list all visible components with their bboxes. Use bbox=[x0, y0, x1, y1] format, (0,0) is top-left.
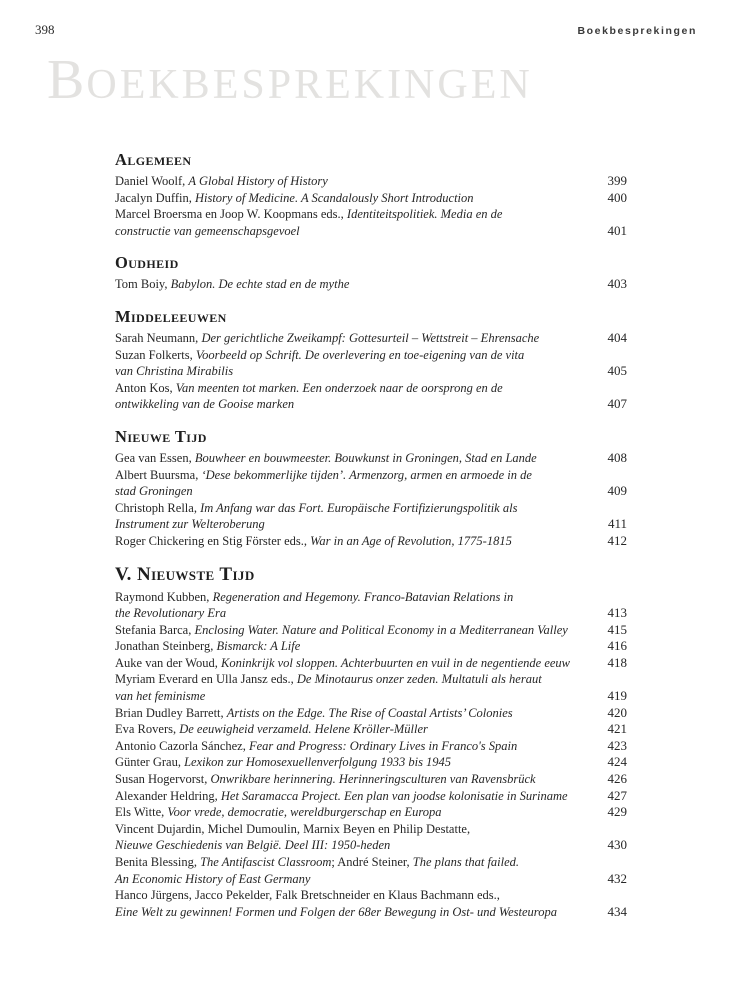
toc bbox=[115, 150, 627, 920]
section-heading: Middeleeuwen bbox=[115, 306, 227, 326]
folio-page-number: 398 bbox=[35, 22, 55, 37]
entry-text: Sarah Neumann, Der gerichtliche Zweikampf: Gottesurteil – Wettstreit – Ehrensache bbox=[115, 330, 540, 345]
toc-section bbox=[115, 150, 627, 239]
entry-page: 409 bbox=[607, 483, 627, 499]
toc-entry bbox=[115, 804, 627, 821]
toc-entry bbox=[115, 638, 627, 655]
section-heading: Oudheid bbox=[115, 253, 179, 273]
toc-entry bbox=[115, 887, 627, 920]
entry-page: 427 bbox=[607, 787, 627, 803]
entry-text: Stefania Barca, Enclosing Water. Nature and Political Economy in a Mediterranean Valley bbox=[115, 622, 568, 637]
toc-entry bbox=[115, 671, 627, 704]
entry-text: Els Witte, Voor vrede, democratie, wereldburgerschap en Europa bbox=[115, 805, 442, 820]
entry-page: 412 bbox=[607, 532, 627, 548]
toc-entry bbox=[115, 622, 627, 639]
entry-page: 408 bbox=[607, 449, 627, 465]
entry-text: Tom Boiy, Babylon. De echte stad en de mythe bbox=[115, 277, 350, 292]
toc-entry bbox=[115, 533, 627, 550]
entry-text: Brian Dudley Barrett, Artists on the Edge. The Rise of Coastal Artists’ Colonies bbox=[115, 705, 513, 720]
toc-entry bbox=[115, 190, 627, 207]
entry-text: Myriam Everard en Ulla Jansz eds., De Minotaurus onzer zeden. Multatuli als heraut van het feminisme bbox=[115, 672, 542, 704]
entry-page: 430 bbox=[607, 837, 627, 853]
entry-page: 420 bbox=[607, 704, 627, 720]
entry-text: Günter Grau, Lexikon zur Homosexuellenverfolgung 1933 bis 1945 bbox=[115, 755, 452, 770]
toc-entry bbox=[115, 771, 627, 788]
toc-entry bbox=[115, 173, 627, 190]
entry-text: Raymond Kubben, Regeneration and Hegemony. Franco-Batavian Relations in the Revolutionary Era bbox=[115, 589, 514, 621]
entry-text: Jacalyn Duffin, History of Medicine. A Scandalously Short Introduction bbox=[115, 190, 474, 205]
entry-text: Antonio Cazorla Sánchez, Fear and Progress: Ordinary Lives in Franco's Spain bbox=[115, 738, 518, 753]
entry-text: Roger Chickering en Stig Förster eds., War in an Age of Revolution, 1775-1815 bbox=[115, 533, 512, 548]
toc-entry bbox=[115, 721, 627, 738]
toc-entry bbox=[115, 347, 627, 380]
entry-text: Gea van Essen, Bouwheer en bouwmeester. Bouwkunst in Groningen, Stad en Lande bbox=[115, 450, 537, 465]
toc-entry bbox=[115, 467, 627, 500]
toc-entry bbox=[115, 854, 627, 887]
toc-entry bbox=[115, 330, 627, 347]
entry-text: Jonathan Steinberg, Bismarck: A Life bbox=[115, 639, 301, 654]
toc-entry bbox=[115, 821, 627, 854]
running-title: Boekbesprekingen bbox=[577, 25, 697, 37]
running-head bbox=[35, 22, 697, 38]
entry-page: 403 bbox=[607, 276, 627, 292]
entry-page: 407 bbox=[607, 396, 627, 412]
toc-section bbox=[115, 253, 627, 293]
toc-entry bbox=[115, 589, 627, 622]
entry-text: Daniel Woolf, A Global History of History bbox=[115, 174, 328, 188]
entry-text: Marcel Broersma en Joop W. Koopmans eds., Identiteitspolitiek. Media en de constructie van gemeenschapsgevoel bbox=[115, 207, 503, 238]
entry-page: 413 bbox=[607, 605, 627, 621]
entry-text: Albert Buursma, ‘Dese bekommerlijke tijden’. Armenzorg, armen en armoede in de stad Groningen bbox=[115, 467, 532, 499]
entry-text: Auke van der Woud, Koninkrijk vol sloppen. Achterbuurten en vuil in de negentiende eeuw bbox=[115, 655, 571, 670]
display-title-initial: B bbox=[47, 49, 87, 111]
toc-entry bbox=[115, 276, 627, 293]
entry-page: 405 bbox=[607, 363, 627, 379]
entry-page: 423 bbox=[607, 737, 627, 753]
entry-text: Anton Kos, Van meenten tot marken. Een onderzoek naar de oorsprong en de ontwikkeling van de Gooise marken bbox=[115, 380, 503, 412]
section-heading: Nieuwe Tijd bbox=[115, 426, 207, 446]
entry-text: Vincent Dujardin, Michel Dumoulin, Marnix Beyen en Philip Destatte, Nieuwe Geschiedenis van België. Deel III: 1950-heden bbox=[115, 821, 471, 853]
entry-text: Christoph Rella, Im Anfang war das Fort. Europäische Fortifizierungspolitik als Instrument zur Welteroberung bbox=[115, 500, 518, 532]
display-title-rest: OEKBESPREKINGEN bbox=[86, 62, 533, 108]
entry-page: 419 bbox=[607, 688, 627, 704]
entry-page: 399 bbox=[607, 173, 627, 188]
section-heading: V. Nieuwste Tijd bbox=[115, 563, 255, 585]
display-title bbox=[47, 49, 697, 111]
entry-page: 426 bbox=[607, 771, 627, 787]
entry-page: 401 bbox=[607, 222, 627, 238]
toc-entry bbox=[115, 788, 627, 805]
entry-page: 411 bbox=[607, 516, 627, 532]
toc-entry bbox=[115, 738, 627, 755]
entry-page: 400 bbox=[607, 189, 627, 205]
entry-page: 418 bbox=[607, 654, 627, 670]
toc-section bbox=[115, 307, 627, 413]
entry-page: 429 bbox=[607, 804, 627, 820]
toc-section bbox=[115, 427, 627, 550]
entry-page: 415 bbox=[607, 621, 627, 637]
entry-text: Alexander Heldring, Het Saramacca Project. Een plan van joodse kolonisatie in Suriname bbox=[115, 788, 568, 803]
entry-page: 424 bbox=[607, 754, 627, 770]
toc-entry bbox=[115, 500, 627, 533]
entry-text: Hanco Jürgens, Jacco Pekelder, Falk Bretschneider en Klaus Bachmann eds., Eine Welt zu gewinnen! Formen und Folgen der 68er Bewegung in Ost- und Westeuropa bbox=[115, 888, 557, 919]
entry-text: Suzan Folkerts, Voorbeeld op Schrift. De overlevering en toe-eigening van de vita van Christina Mirabilis bbox=[115, 347, 525, 379]
toc-section bbox=[115, 564, 627, 921]
toc-entry bbox=[115, 206, 627, 239]
toc-entry bbox=[115, 655, 627, 672]
entry-page: 416 bbox=[607, 638, 627, 654]
entry-page: 421 bbox=[607, 721, 627, 737]
toc-entry bbox=[115, 705, 627, 722]
entry-text: Benita Blessing, The Antifascist Classroom; André Steiner, The plans that failed. An Economic History of East Germany bbox=[115, 855, 520, 886]
entry-text: Susan Hogervorst, Onwrikbare herinnering. Herinneringsculturen van Ravensbrück bbox=[115, 772, 536, 787]
entry-page: 404 bbox=[607, 329, 627, 345]
toc-entry bbox=[115, 380, 627, 413]
toc-entry bbox=[115, 754, 627, 771]
entry-page: 434 bbox=[607, 903, 627, 919]
entry-text: Eva Rovers, De eeuwigheid verzameld. Helene Kröller-Müller bbox=[115, 722, 428, 737]
entry-page: 432 bbox=[607, 870, 627, 886]
toc-entry bbox=[115, 450, 627, 467]
section-heading: Algemeen bbox=[115, 150, 192, 169]
